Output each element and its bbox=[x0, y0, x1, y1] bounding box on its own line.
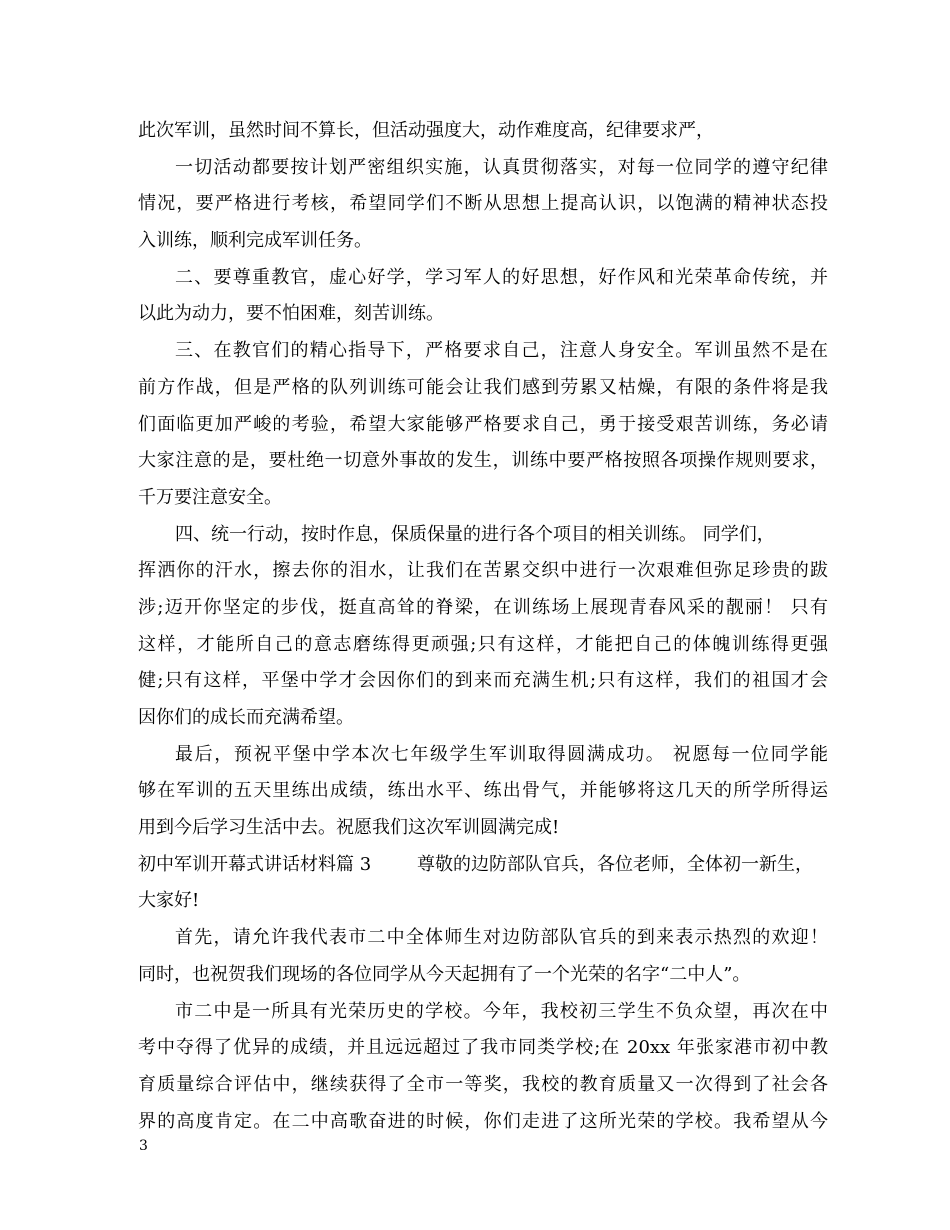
text-line: 千万要注意安全。 bbox=[138, 486, 282, 508]
text-line: 一切活动都要按计划严密组织实施，认真贯彻落实，对每一位同学的遵守纪律 bbox=[175, 156, 828, 178]
text-line: 挥洒你的汗水，擦去你的泪水，让我们在苦累交织中进行一次艰难但弥足珍贵的跋 bbox=[138, 560, 828, 582]
text-line: 育质量综合评估中，继续获得了全市一等奖，我校的教育质量又一次得到了社会各 bbox=[138, 1073, 828, 1095]
text-line: 情况，要严格进行考核，希望同学们不断从思想上提高认识，以饱满的精神状态投 bbox=[138, 193, 828, 215]
text-line: 大家注意的是，要杜绝一切意外事故的发生，训练中要严格按照各项操作规则要求， bbox=[138, 450, 828, 472]
text-line: 考中夺得了优异的成绩，并且远远超过了我市同类学校;在 20xx 年张家港市初中教 bbox=[138, 1037, 828, 1059]
text-line: 同时，也祝贺我们现场的各位同学从今天起拥有了一个光荣的名字“二中人”。 bbox=[138, 963, 751, 985]
text-line: 四、统一行动，按时作息，保质保量的进行各个项目的相关训练。 同学们， bbox=[175, 523, 775, 545]
text-line: 健;只有这样，平堡中学才会因你们的到来而充满生机;只有这样，我们的祖国才会 bbox=[138, 670, 828, 692]
text-line: 此次军训，虽然时间不算长，但活动强度大，动作难度高，纪律要求严， bbox=[138, 120, 714, 141]
text-line: 涉;迈开你坚定的步伐，挺直高耸的脊梁，在训练场上展现青春风采的靓丽！ 只有 bbox=[138, 596, 828, 618]
text-line: 最后，预祝平堡中学本次七年级学生军训取得圆满成功。 祝愿每一位同学能 bbox=[175, 743, 828, 765]
body-text bbox=[138, 113, 828, 1140]
text-line: 够在军训的五天里练出成绩，练出水平、练出骨气，并能够将这几天的所学所得运 bbox=[138, 780, 828, 802]
page-number: 3 bbox=[139, 1138, 148, 1154]
text-line: 入训练，顺利完成军训任务。 bbox=[138, 230, 372, 252]
text-line: 用到今后学习生活中去。祝愿我们这次军训圆满完成! bbox=[138, 817, 560, 839]
text-line: 二、要尊重教官，虚心好学，学习军人的好思想，好作风和光荣革命传统，并 bbox=[175, 266, 828, 288]
text-line: 前方作战，但是严格的队列训练可能会让我们感到劳累又枯燥，有限的条件将是我 bbox=[138, 376, 828, 398]
text-line: 首先，请允许我代表市二中全体师生对边防部队官兵的到来表示热烈的欢迎！ bbox=[175, 927, 828, 949]
text-line: 界的高度肯定。在二中高歌奋进的时候，你们走进了这所光荣的学校。我希望从今 bbox=[138, 1110, 828, 1132]
text-line: 这样，才能所自己的意志磨练得更顽强;只有这样，才能把自己的体魄训练得更强 bbox=[138, 633, 828, 655]
text-line: 们面临更加严峻的考验，希望大家能够严格要求自己，勇于接受艰苦训练，务必请 bbox=[138, 413, 828, 435]
text-line: 大家好! bbox=[138, 890, 200, 912]
text-line: 以此为动力，要不怕困难，刻苦训练。 bbox=[138, 303, 444, 325]
text-line: 初中军训开幕式讲话材料篇 3 尊敬的边防部队官兵，各位老师，全体初一新生， bbox=[138, 853, 813, 875]
text-line: 因你们的成长而充满希望。 bbox=[138, 707, 354, 728]
text-line: 市二中是一所具有光荣历史的学校。今年，我校初三学生不负众望，再次在中 bbox=[175, 1000, 828, 1022]
text-line: 三、在教官们的精心指导下，严格要求自己，注意人身安全。军训虽然不是在 bbox=[175, 340, 828, 362]
